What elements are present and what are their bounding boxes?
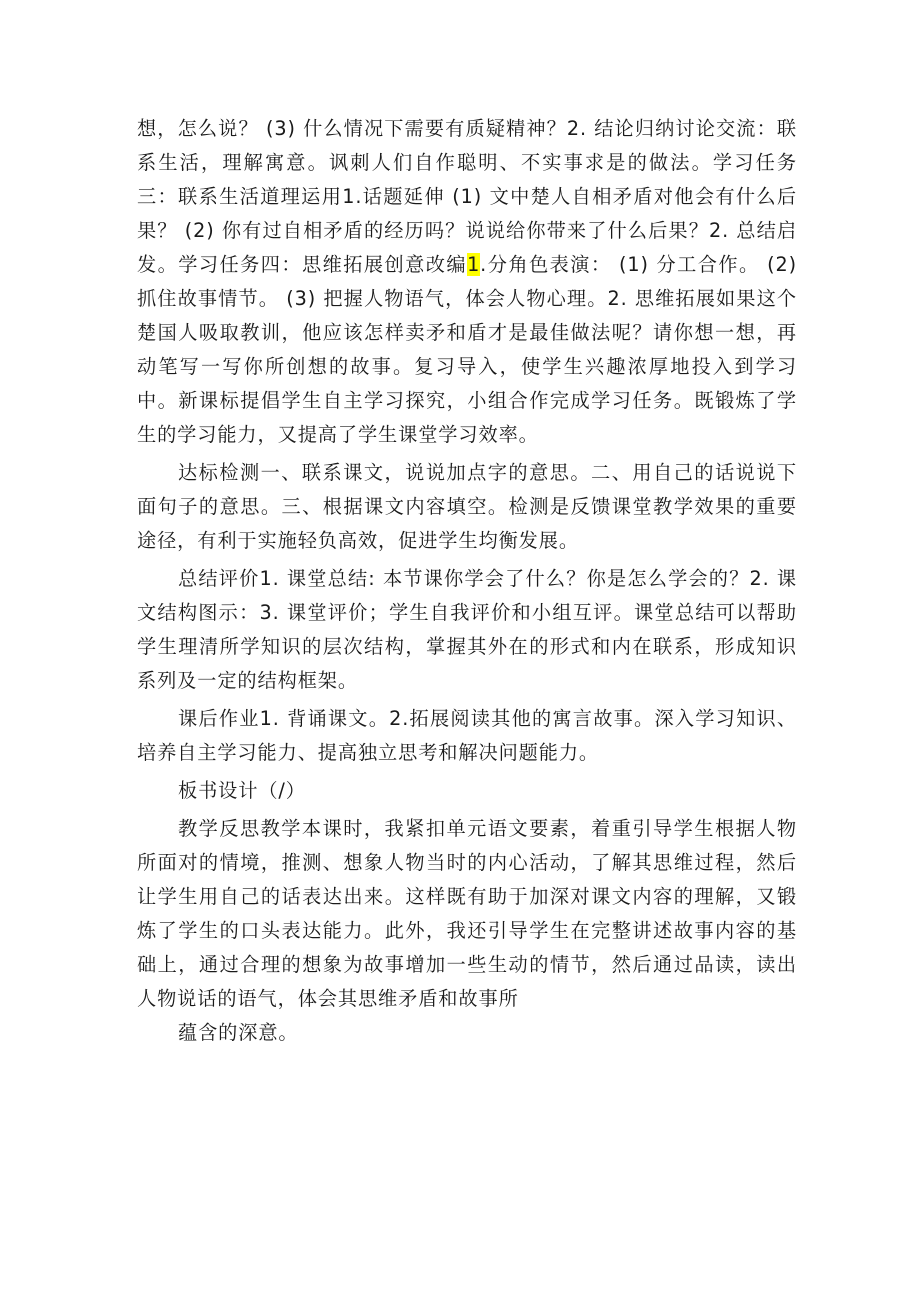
paragraph-text: 教学反思教学本课时，我紧扣单元语文要素，着重引导学生根据人物所面对的情境，推测、想象人物当时的内心活动，了解其思维过程，然后让学生用自己的话表达出来。这样既有助于加深对课文内容的理解，又锻炼了学生的口头表达能力。此外，我还引导学生在完整讲述故事内容的基础上，通过合理的想象为故事增加一些生动的情节，然后通过品读，读出人物说话的语气，体会其思维矛盾和故事所 xyxy=(137,817,797,1010)
paragraph-assessment: 达标检测一、联系课文，说说加点字的意思。二、用自己的话说说下面句子的意思。三、根据课文内容填空。检测是反馈课堂教学效果的重要途径，有利于实施轻负高效，促进学生均衡发展。 xyxy=(137,461,797,552)
paragraph-tail-line: 蕴含的深意。 xyxy=(178,1021,299,1044)
paragraph-text: .分角色表演： (1) 分工合作。 (2) 抓住故事情节。 (3) 把握人物语气，体会人物心理。2. 思维拓展如果这个楚国人吸取教训，他应该怎样卖矛和盾才是最佳做法呢？请你想一想，再动笔写一写你所创想的故事。复习导入，使学生兴趣浓厚地投入到学习中。新课标提倡学生自主学习探究，小组合作完成学习任务。既锻炼了学生的学习能力，又提高了学生课堂学习效率。 xyxy=(137,253,798,446)
document-body xyxy=(137,112,797,1050)
paragraph-text: 想，怎么说？ (3) 什么情况下需要有质疑精神？2. 结论归纳讨论交流：联系生活，理解寓意。讽刺人们自作聪明、不实事求是的做法。学习任务三：联系生活道理运用1.话题延伸 (1) 文中楚人自相矛盾对他会有什么后果？ (2) 你有过自相矛盾的经历吗？说说给你带来了什么后果？2. 总结启发。学习任务四：思维拓展创意改编 xyxy=(137,117,797,276)
highlighted-text: 1 xyxy=(467,253,481,276)
paragraph-learning-tasks xyxy=(137,112,797,452)
paragraph-board-design: 板书设计（/） xyxy=(178,779,306,802)
paragraph-summary-evaluation: 总结评价1. 课堂总结: 本节课你学会了什么？你是怎么学会的？2. 课文结构图示：3. 课堂评价；学生自我评价和小组互评。课堂总结可以帮助学生理清所学知识的层次结构，掌握其外在的形式和内在联系，形成知识系列及一定的结构框架。 xyxy=(137,567,797,692)
paragraph-reflection xyxy=(137,812,797,1050)
paragraph-homework: 课后作业1. 背诵课文。2.拓展阅读其他的寓言故事。深入学习知识、培养自主学习能力、提高独立思考和解决问题能力。 xyxy=(137,707,797,764)
